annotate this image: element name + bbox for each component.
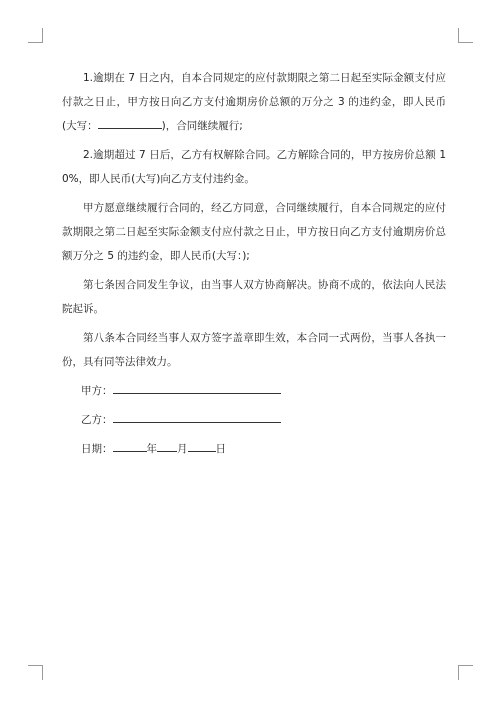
amount-blank-line bbox=[98, 118, 162, 129]
corner-mark-top-right bbox=[458, 28, 473, 43]
year-label: 年 bbox=[146, 443, 157, 455]
corner-mark-top-left bbox=[28, 28, 43, 43]
paragraph-article-7: 第七条因合同发生争议，由当事人双方协商解决。协商不成的，依法向人民法院起诉。 bbox=[62, 279, 446, 315]
corner-mark-bottom-left bbox=[28, 665, 43, 680]
paragraph-article-8: 第八条本合同经当事人双方签字盖章即生效，本合同一式两份，当事人各执一份，具有同等法律效力。 bbox=[62, 332, 446, 368]
party-b-signature-line bbox=[62, 408, 446, 432]
date-line bbox=[62, 437, 446, 461]
year-blank bbox=[113, 441, 147, 452]
document-body bbox=[62, 66, 446, 466]
party-a-blank bbox=[113, 383, 281, 394]
month-blank bbox=[157, 441, 177, 452]
paragraph-continue-performance: 甲方愿意继续履行合同的，经乙方同意，合同继续履行，自本合同规定的应付款期限之第二日起至实际金额支付应付款之日止，甲方按日向乙方支付逾期房价总额万分之 5 的违约金，即人民币(大写：); bbox=[62, 202, 446, 262]
paragraph-overdue-over-7-days: 2.逾期超过 7 日后，乙方有权解除合同。乙方解除合同的，甲方按房价总额 10%，即人民币(大写)向乙方支付违约金。 bbox=[62, 149, 446, 185]
party-a-signature-line bbox=[62, 379, 446, 403]
paragraph-overdue-7-days bbox=[62, 66, 446, 138]
day-label: 日 bbox=[215, 443, 226, 455]
party-a-label: 甲方： bbox=[81, 385, 113, 397]
day-blank bbox=[188, 441, 216, 452]
corner-mark-bottom-right bbox=[458, 665, 473, 680]
party-b-label: 乙方： bbox=[81, 414, 113, 426]
paragraph-text: 1.逾期在 7 日之内，自本合同规定的应付款期限之第二日起至实际金额支付应付款之日止，甲方按日向乙方支付逾期房价总额的万分之 3 的违约金，即人民币(大写： bbox=[62, 72, 446, 132]
party-b-blank bbox=[113, 412, 281, 423]
month-label: 月 bbox=[177, 443, 188, 455]
date-label: 日期： bbox=[81, 443, 113, 455]
paragraph-text: )，合同继续履行; bbox=[161, 120, 243, 132]
